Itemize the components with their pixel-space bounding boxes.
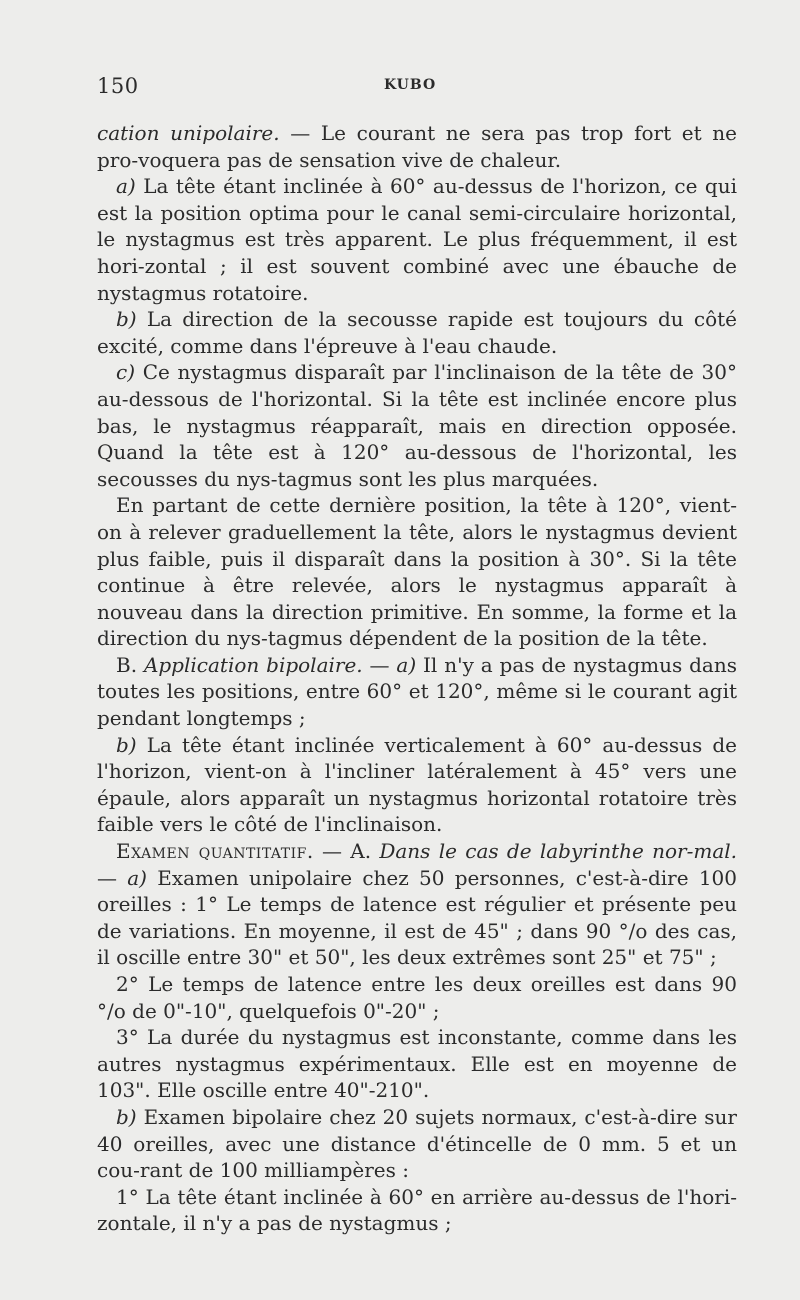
paragraph-a <box>97 173 737 306</box>
italic-lead: Application bipolaire. <box>143 652 363 677</box>
paragraph-continuation <box>97 120 737 173</box>
list-marker: c) <box>116 360 136 385</box>
paragraph-text: — Le courant ne sera pas trop fort et ne pro-voquera pas de sensation vive de chaleur. <box>97 121 737 172</box>
paragraph-2 <box>97 971 737 1024</box>
paragraph-text: 1° La tête étant inclinée à 60° en arrière au-dessus de l'hori-zontale, il n'y a pas de nystagmus ; <box>97 1184 737 1236</box>
italic-subheading: Dans le cas de labyrinthe nor-mal. <box>379 839 737 864</box>
paragraph-text: La tête étant inclinée à 60° au-dessus de l'horizon, ce qui est la position optima pour le canal semi-circulaire horizontal, le nystagmus est très apparent. Le plus fréquemment, il est hori-zontal ; il est souvent combiné avec une ébauche de nystagmus rotatoire. <box>97 174 737 305</box>
section-prefix: B. <box>116 652 144 677</box>
running-head: KUBO <box>384 77 437 93</box>
paragraph-3 <box>97 1024 737 1104</box>
list-marker: a) <box>127 865 147 890</box>
paragraph-c <box>97 359 737 492</box>
dash-separator: — <box>362 652 397 677</box>
page-number: 150 <box>97 74 139 98</box>
paragraph-text: En partant de cette dernière position, la tête à 120°, vient-on à relever graduellement la tête, alors le nystagmus devient plus faible, puis il disparaît dans la position à 30°. Si la tête continue à être relevée, alors le nystagmus apparaît à nouveau dans la direction primitive. En somme, la forme et la direction du nys-tagmus dépendent de la position de la tête. <box>97 493 737 651</box>
paragraph-text: Examen bipolaire chez 20 sujets normaux, c'est-à-dire sur 40 oreilles, avec une distance d'étincelle de 0 mm. 5 et un cou-rant de 100 milliampères : <box>97 1104 737 1183</box>
paragraph-text: La tête étant inclinée verticalement à 60° au-dessus de l'horizon, vient-on à l'incliner latéralement à 45° vers une épaule, alors apparaît un nystagmus horizontal rotatoire très faible vers le côté de l'inclinaison. <box>97 732 737 837</box>
list-marker: a) <box>396 652 417 677</box>
paragraph-application-bipolaire <box>97 652 737 732</box>
paragraph-text: 3° La durée du nystagmus est inconstante, comme dans les autres nystagmus expérimentaux. Elle est en moyenne de 103". Elle oscille entre 40"-210". <box>97 1025 737 1103</box>
paragraph-en-partant <box>97 492 737 652</box>
page-header <box>97 74 737 104</box>
paragraph-text: La direction de la secousse rapide est toujours du côté excité, comme dans l'épreuve à l'eau chaude. <box>97 307 737 358</box>
italic-lead: cation unipolaire. <box>97 121 280 145</box>
paragraph-text: Ce nystagmus disparaît par l'inclinaison de la tête de 30° au-dessous de l'horizontal. Si la tête est inclinée encore plus bas, le nystagmus réapparaît, mais en direction opposée. Quand la tête est à 120° au-dessous de l'horizontal, les secousses du nys-tagmus sont les plus marquées. <box>97 360 737 491</box>
paragraph-1 <box>97 1184 737 1237</box>
paragraph-b-examen-bipolaire <box>97 1104 737 1184</box>
dash-separator: — A. <box>313 839 380 864</box>
smallcaps-heading: Examen quantitatif. <box>116 839 314 864</box>
paragraph-text: Il n'y a pas de nystagmus dans toutes les positions, entre 60° et 120°, même si le courant agit pendant longtemps ; <box>97 652 738 731</box>
list-marker: b) <box>116 1104 137 1129</box>
list-marker: b) <box>116 307 137 332</box>
list-marker: a) <box>116 174 136 199</box>
paragraph-b <box>97 306 737 359</box>
paragraph-text: 2° Le temps de latence entre les deux oreilles est dans 90 °/o de 0"-10", quelquefois 0"-20" ; <box>97 972 737 1023</box>
paragraph-examen-quantitatif <box>97 838 737 971</box>
paragraph-text: Examen unipolaire chez 50 personnes, c'est-à-dire 100 oreilles : 1° Le temps de latence est régulier et présente peu de variations. En moyenne, il est de 45" ; dans 90 °/o des cas, il oscille entre 30" et 50", les deux extrêmes sont 25" et 75" ; <box>97 865 737 970</box>
list-marker: b) <box>116 732 137 757</box>
body-text <box>97 120 737 1237</box>
dash-separator: — <box>97 865 128 890</box>
paragraph-b-bipolaire <box>97 732 737 838</box>
